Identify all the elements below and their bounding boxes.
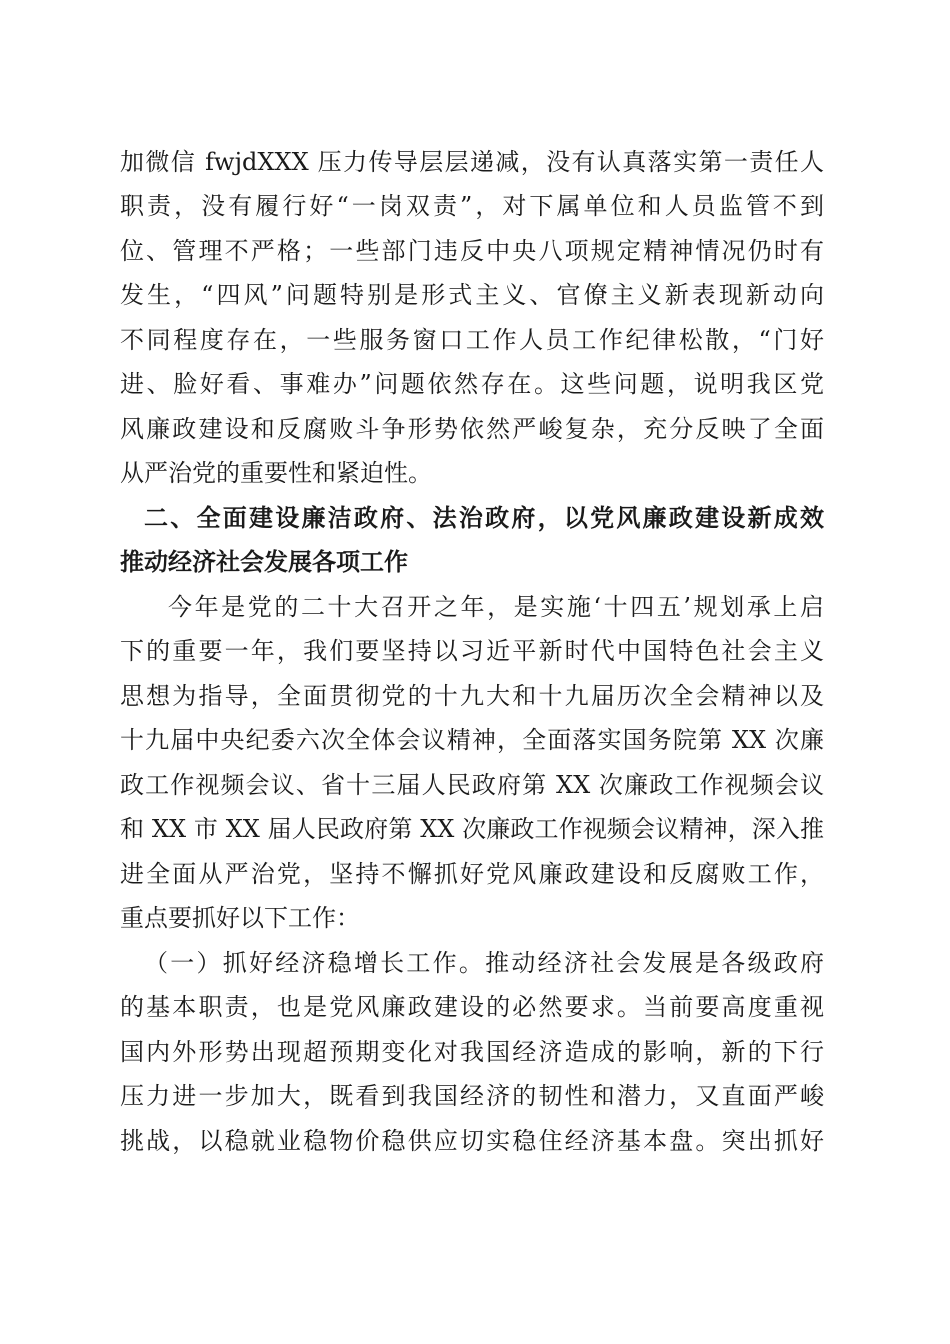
text-line: 挑战，以稳就业稳物价稳供应切实稳住经济基本盘。突出抓好 (120, 1127, 824, 1155)
text-line: 进全面从严治党，坚持不懈抓好党风廉政建设和反腐败工作， (120, 860, 824, 888)
text-line: 位、管理不严格；一些部门违反中央八项规定精神情况仍时有 (120, 237, 824, 265)
text-line: 下的重要一年，我们要坚持以习近平新时代中国特色社会主义 (120, 637, 824, 665)
text-line: 重点要抓好以下工作： (120, 904, 360, 932)
heading-line: 二、全面建设廉洁政府、法治政府，以党风廉政建设新成效 (144, 504, 824, 532)
text-line: 国内外形势出现超预期变化对我国经济造成的影响，新的下行 (120, 1038, 824, 1066)
text-line: 十九届中央纪委六次全体会议精神，全面落实国务院第 XX 次廉 (120, 726, 824, 754)
text-line: 政工作视频会议、省十三届人民政府第 XX 次廉政工作视频会议 (120, 771, 824, 799)
text-line: 的基本职责，也是党风廉政建设的必然要求。当前要高度重视 (120, 993, 824, 1021)
heading-line: 推动经济社会发展各项工作 (120, 548, 408, 576)
text-line: 加微信 fwjdXXX 压力传导层层递减，没有认真落实第一责任人 (120, 148, 824, 176)
text-line: 不同程度存在，一些服务窗口工作人员工作纪律松散，“门好 (120, 326, 824, 354)
text-line: 职责，没有履行好“一岗双责”，对下属单位和人员监管不到 (120, 192, 824, 220)
text-line: 从严治党的重要性和紧迫性。 (120, 459, 432, 487)
text-line: （一）抓好经济稳增长工作。推动经济社会发展是各级政府 (144, 949, 824, 977)
text-line: 进、脸好看、事难办”问题依然存在。这些问题，说明我区党 (120, 370, 824, 398)
text-line: 思想为指导，全面贯彻党的十九大和十九届历次全会精神以及 (120, 682, 824, 710)
text-line: 风廉政建设和反腐败斗争形势依然严峻复杂，充分反映了全面 (120, 415, 824, 443)
text-line: 今年是党的二十大召开之年，是实施‘十四五’规划承上启 (168, 593, 824, 621)
text-line: 压力进一步加大，既看到我国经济的韧性和潜力，又直面严峻 (120, 1082, 824, 1110)
text-line: 发生，“四风”问题特别是形式主义、官僚主义新表现新动向 (120, 281, 824, 309)
text-line: 和 XX 市 XX 届人民政府第 XX 次廉政工作视频会议精神，深入推 (120, 815, 824, 843)
